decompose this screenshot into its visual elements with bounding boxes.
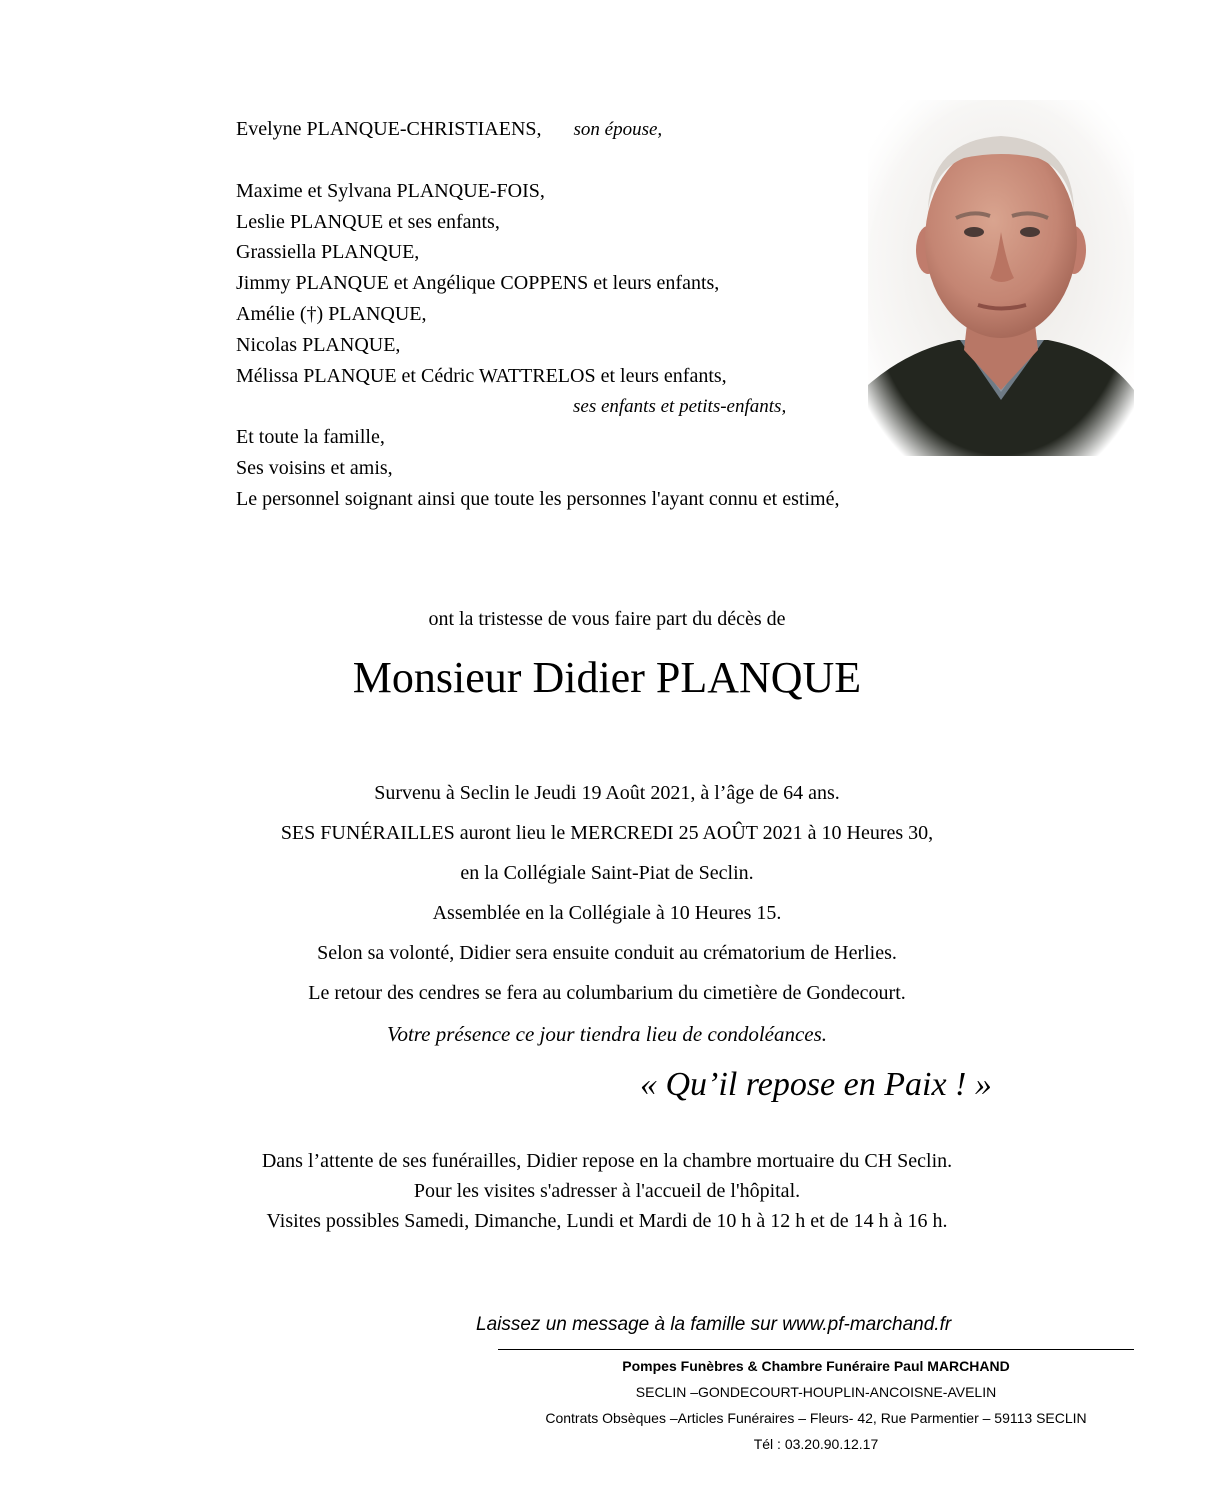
visit-line: Pour les visites s'adresser à l'accueil de l'hôpital. [413, 1180, 801, 1202]
child-line: Grassiella PLANQUE, [236, 241, 420, 264]
child-line: Jimmy PLANQUE et Angélique COPPENS et leurs enfants, [236, 272, 720, 295]
other-line: Le personnel soignant ainsi que toute les personnes l'ayant connu et estimé, [236, 487, 840, 510]
announcement-intro: ont la tristesse de vous faire part du décès de [428, 608, 786, 630]
children-role: ses enfants et petits-enfants, [573, 396, 787, 418]
family-list [236, 114, 839, 515]
other-line: Ses voisins et amis, [236, 456, 393, 479]
detail-line: Selon sa volonté, Didier sera ensuite conduit au crématorium de Herlies. [317, 942, 897, 964]
child-line: Amélie (†) PLANQUE, [236, 302, 427, 325]
detail-line: en la Collégiale Saint-Piat de Seclin. [460, 862, 754, 884]
company-services: Contrats Obsèques –Articles Funéraires – Fleurs- 42, Rue Parmentier – 59113 SECLIN [545, 1410, 1087, 1426]
footer-divider [498, 1349, 1134, 1350]
message-link-text: Laissez un message à la famille sur www.pf-marchand.fr [476, 1314, 952, 1335]
deceased-name: Monsieur Didier PLANQUE [352, 653, 862, 702]
company-name: Pompes Funèbres & Chambre Funéraire Paul MARCHAND [622, 1358, 1010, 1374]
condolences-line: Votre présence ce jour tiendra lieu de condoléances. [386, 1022, 828, 1046]
visit-line: Visites possibles Samedi, Dimanche, Lundi et Mardi de 10 h à 12 h et de 14 h à 16 h. [266, 1210, 948, 1232]
visit-line: Dans l’attente de ses funérailles, Didier repose en la chambre mortuaire du CH Seclin. [261, 1150, 953, 1172]
other-line: Et toute la famille, [236, 426, 385, 449]
detail-line: Assemblée en la Collégiale à 10 Heures 15. [432, 902, 782, 924]
child-line: Maxime et Sylvana PLANQUE-FOIS, [236, 179, 545, 202]
company-phone: Tél : 03.20.90.12.17 [753, 1436, 879, 1452]
detail-line: SES FUNÉRAILLES auront lieu le MERCREDI 25 AOÛT 2021 à 10 Heures 30, [280, 822, 934, 844]
spouse-role: son épouse, [573, 119, 663, 140]
child-line: Nicolas PLANQUE, [236, 333, 401, 356]
portrait-photo [868, 100, 1134, 456]
rest-in-peace-quote: « Qu’il repose en Paix ! » [640, 1066, 992, 1103]
spouse-line [236, 114, 839, 145]
company-towns: SECLIN –GONDECOURT-HOUPLIN-ANCOISNE-AVELIN [635, 1384, 997, 1400]
spouse-name: Evelyne PLANQUE-CHRISTIAENS, [236, 118, 542, 140]
detail-line: Survenu à Seclin le Jeudi 19 Août 2021, à l’âge de 64 ans. [374, 782, 840, 804]
child-line: Mélissa PLANQUE et Cédric WATTRELOS et leurs enfants, [236, 364, 727, 387]
detail-line: Le retour des cendres se fera au columbarium du cimetière de Gondecourt. [308, 982, 906, 1004]
child-line: Leslie PLANQUE et ses enfants, [236, 210, 500, 233]
